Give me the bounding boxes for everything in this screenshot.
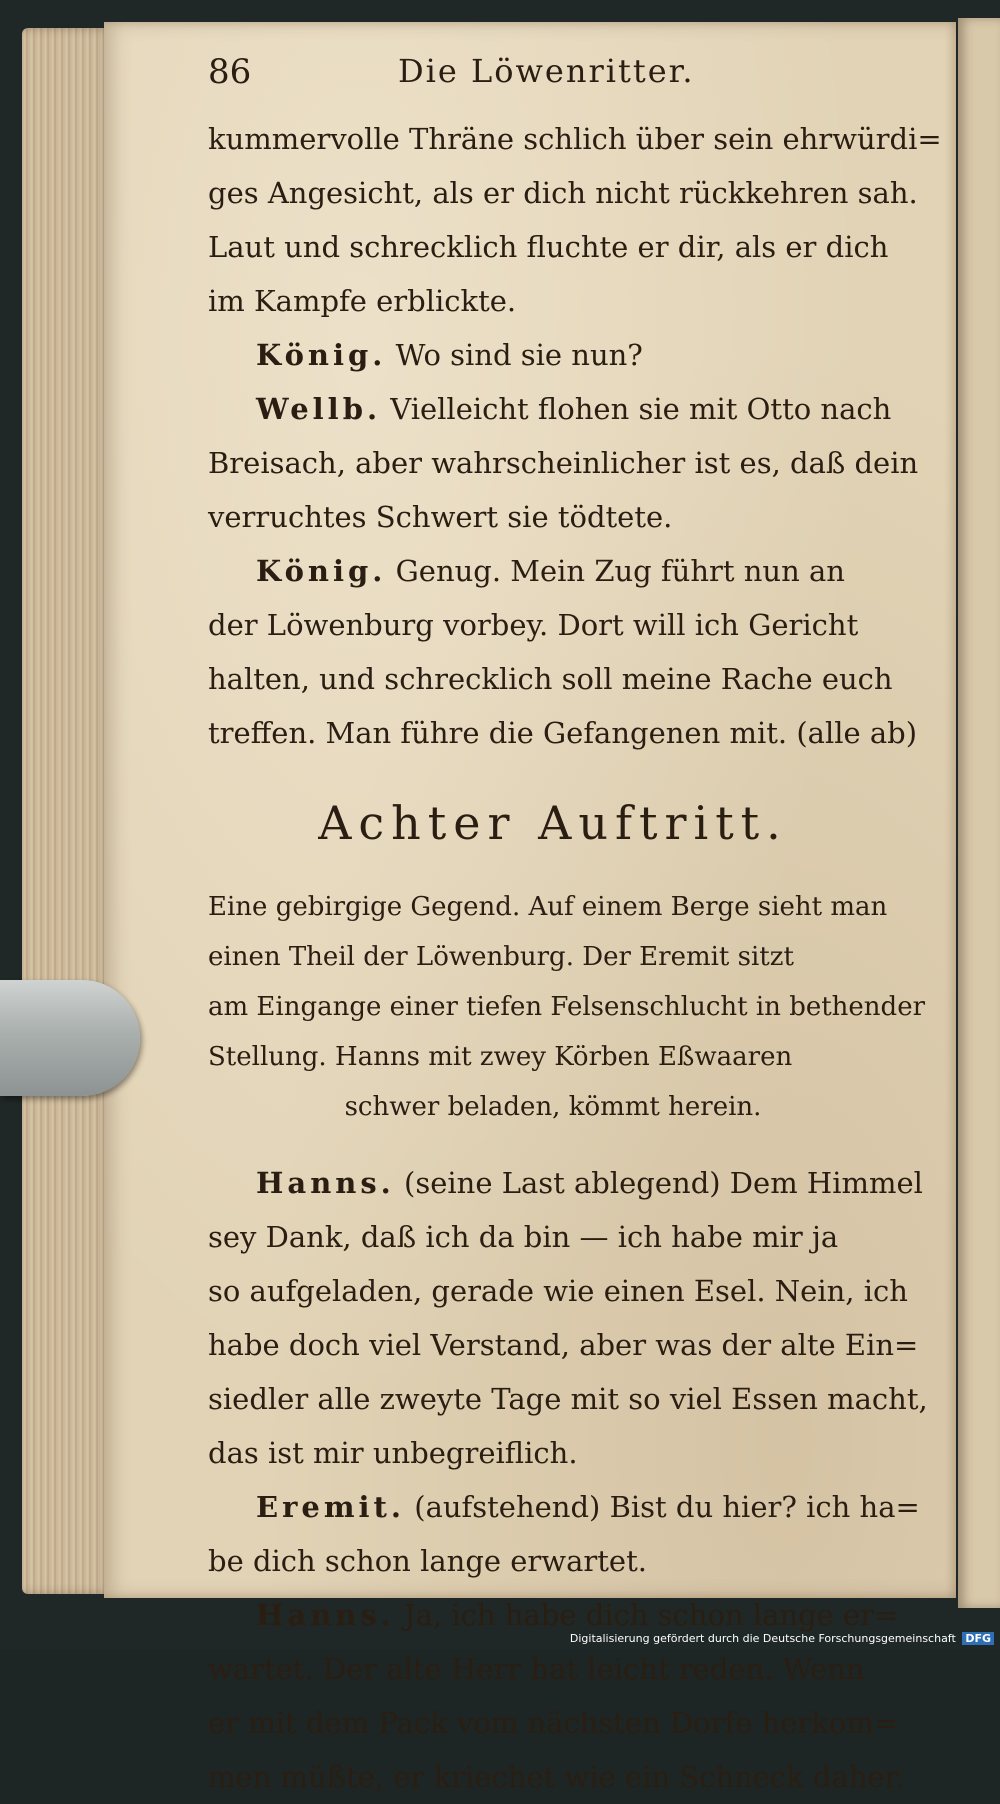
digitization-credit bbox=[570, 1632, 994, 1645]
speaker-name: König. bbox=[256, 338, 387, 372]
speech-text: verruchtes Schwert sie tödtete. bbox=[208, 500, 673, 534]
speech-text: der Löwenburg vorbey. Dort will ich Gericht bbox=[208, 608, 859, 642]
speech-text: siedler alle zweyte Tage mit so viel Essen macht, bbox=[208, 1382, 928, 1416]
page-text bbox=[208, 52, 942, 1804]
speech-text: (seine Last ablegend) Dem Himmel bbox=[404, 1166, 923, 1200]
speech-text: (aufstehend) Bist du hier? ich ha= bbox=[414, 1490, 920, 1524]
stage-line: Eine gebirgige Gegend. Auf einem Berge sieht man bbox=[208, 892, 888, 922]
speech-text: Wo sind sie nun? bbox=[395, 338, 643, 372]
text-line: ges Angesicht, als er dich nicht rückkehren sah. bbox=[208, 176, 918, 210]
dfg-badge: DFG bbox=[962, 1632, 994, 1645]
stage-line: Stellung. Hanns mit zwey Körben Eßwaaren bbox=[208, 1042, 793, 1072]
speech-text: treffen. Man führe die Gefangenen mit. (alle ab) bbox=[208, 716, 918, 750]
speech-text: men müßte, er kriechet wie ein Schneck daher. bbox=[208, 1760, 905, 1794]
speech-konig-1 bbox=[208, 328, 898, 382]
book-page-edges bbox=[22, 28, 112, 1594]
speech-hanns-1 bbox=[208, 1156, 928, 1480]
speech-text: er mit dem Pack vom nächsten Dorfe herkom= bbox=[208, 1706, 899, 1740]
speech-text: Vielleicht flohen sie mit Otto nach bbox=[390, 392, 892, 426]
speech-text: sey Dank, daß ich da bin — ich habe mir ja bbox=[208, 1220, 839, 1254]
speech-eremit bbox=[208, 1480, 920, 1588]
page-header bbox=[208, 52, 898, 112]
speech-wellb bbox=[208, 382, 919, 544]
page-number: 86 bbox=[208, 52, 252, 92]
speaker-name: Wellb. bbox=[256, 392, 382, 426]
speech-text: Genug. Mein Zug führt nun an bbox=[395, 554, 845, 588]
continuation-paragraph bbox=[208, 112, 942, 328]
speech-text: be dich schon lange erwartet. bbox=[208, 1544, 647, 1578]
text-line: Laut und schrecklich fluchte er dir, als er dich bbox=[208, 230, 889, 264]
stage-line: einen Theil der Löwenburg. Der Eremit sitzt bbox=[208, 942, 794, 972]
speaker-name: König. bbox=[256, 554, 387, 588]
speech-text: Breisach, aber wahrscheinlicher ist es, daß dein bbox=[208, 446, 919, 480]
speaker-name: Hanns. bbox=[256, 1166, 395, 1200]
speech-hanns-2 bbox=[208, 1588, 905, 1804]
speech-konig-2 bbox=[208, 544, 918, 760]
page-clip bbox=[0, 980, 140, 1096]
speech-text: wartet. Der alte Herr hat leicht reden. Wenn bbox=[208, 1652, 865, 1686]
text-line: kummervolle Thräne schlich über sein ehrwürdi= bbox=[208, 122, 942, 156]
running-head: Die Löwenritter. bbox=[398, 52, 695, 90]
credit-text: Digitalisierung gefördert durch die Deutsche Forschungsgemeinschaft bbox=[569, 1632, 956, 1645]
text-line: im Kampfe erblickte. bbox=[208, 284, 517, 318]
speech-text: so aufgeladen, gerade wie einen Esel. Nein, ich bbox=[208, 1274, 908, 1308]
speech-text: das ist mir unbegreiflich. bbox=[208, 1436, 578, 1470]
speech-text: Ja, ich habe dich schon lange er= bbox=[404, 1598, 899, 1632]
speaker-name: Eremit. bbox=[256, 1490, 406, 1524]
stage-direction bbox=[208, 882, 926, 1132]
speech-text: habe doch viel Verstand, aber was der alte Ein= bbox=[208, 1328, 919, 1362]
opposite-page-edge bbox=[958, 18, 1000, 1608]
scene-title: Achter Auftritt. bbox=[318, 796, 788, 850]
speaker-name: Hanns. bbox=[256, 1598, 395, 1632]
speech-text: halten, und schrecklich soll meine Rache euch bbox=[208, 662, 893, 696]
stage-line: schwer beladen, kömmt herein. bbox=[344, 1092, 762, 1122]
stage-line: am Eingange einer tiefen Felsenschlucht in bethender bbox=[208, 992, 926, 1022]
